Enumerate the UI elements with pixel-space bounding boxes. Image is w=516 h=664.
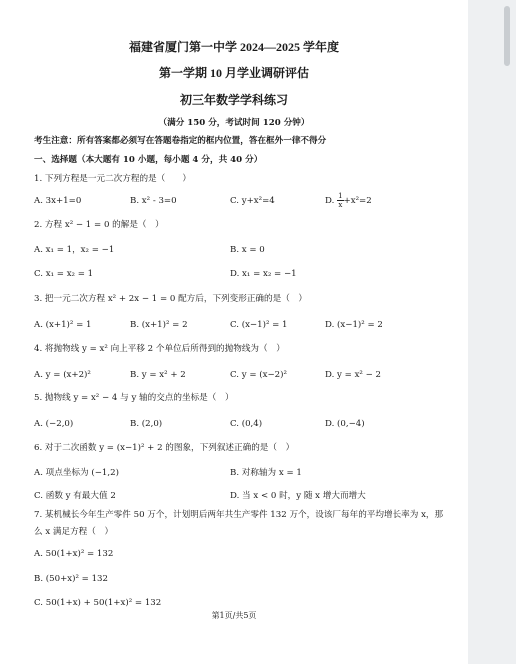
q6-option-b: B. 对称轴为 x = 1: [230, 468, 302, 478]
notice: 考生注意：所有答案都必须写在答题卷指定的框内位置，答在框外一律不得分: [34, 136, 327, 146]
q1-stem: 1. 下列方程是一元二次方程的是（ ）: [34, 174, 192, 184]
q4-option-b: B. y = x² + 2: [130, 370, 186, 380]
q4-option-c: C. y = (x−2)²: [230, 370, 287, 380]
q4-option-a: A. y = (x+2)²: [34, 370, 91, 380]
q1-option-a: A. 3x+1=0: [34, 196, 82, 206]
page-footer: 第1页/共5页: [211, 611, 257, 620]
title-line-2: 第一学期 10 月学业调研评估: [158, 66, 309, 80]
q2-option-d: D. x₁ = x₂ = −1: [230, 269, 297, 279]
q3-option-c: C. (x−1)² = 1: [230, 320, 288, 330]
q6-option-a: A. 项点坐标为 (−1,2): [34, 468, 119, 478]
q7-stem-line-1: 7. 某机械长今年生产零件 50 万个，计划明后两年共生产零件 132 万个，设该厂每年的平均增长率为 x，那: [34, 510, 444, 520]
q5-option-b: B. (2,0): [130, 419, 163, 429]
q1-fraction: $\frac{1}{x}$: [338, 192, 343, 209]
q5-option-a: A. (−2,0): [34, 419, 74, 429]
q7-option-a: A. 50(1+x)² = 132: [34, 549, 114, 559]
title-line-3: 初三年数学学科练习: [179, 93, 288, 107]
q7-stem-line-2: 么 x 满足方程（ ）: [34, 527, 114, 537]
q2-option-a: A. x₁ = 1，x₂ = −1: [34, 245, 115, 255]
q3-option-a: A. (x+1)² = 1: [34, 320, 92, 330]
q3-option-d: D. (x−1)² = 2: [325, 320, 383, 330]
q6-stem: 6. 对于二次函数 y = (x−1)² + 2 的图象，下列叙述正确的是（ ）: [34, 443, 295, 453]
q1-option-b: B. x² - 3=0: [130, 196, 177, 206]
q2-option-c: C. x₁ = x₂ = 1: [34, 269, 94, 279]
q5-option-c: C. (0,4): [230, 419, 263, 429]
q3-option-b: B. (x+1)² = 2: [130, 320, 188, 330]
q3-stem: 3. 把一元二次方程 x² + 2x − 1 = 0 配方后，下列变形正确的是（ ）: [34, 294, 307, 304]
scrollbar-thumb[interactable]: [504, 6, 510, 66]
q1-option-c: C. y+x²=4: [230, 196, 275, 206]
title-line-1: 福建省厦门第一中学 2024—2025 学年度: [128, 40, 339, 54]
q7-option-b: B. (50+x)² = 132: [34, 574, 108, 584]
q5-stem: 5. 抛物线 y = x² − 4 与 y 轴的交点的坐标是（ ）: [34, 393, 234, 403]
q4-option-d: D. y = x² − 2: [325, 370, 381, 380]
q7-option-c: C. 50(1+x) + 50(1+x)² = 132: [34, 598, 162, 608]
q4-stem: 4. 将抛物线 y = x² 向上平移 2 个单位后所得到的抛物线为（ ）: [34, 344, 285, 354]
q5-option-d: D. (0,−4): [325, 419, 365, 429]
q1-option-d: D. $\frac{1}{x}$ +x²=2: [325, 192, 372, 209]
subtitle: （满分 150 分，考试时间 120 分钟）: [158, 118, 310, 128]
q2-option-b: B. x = 0: [230, 245, 265, 255]
section-heading: 一、选择题（本大题有 10 小题，每小题 4 分，共 40 分）: [34, 155, 263, 165]
viewer-gutter: [468, 0, 516, 664]
q6-option-d: D. 当 x < 0 时，y 随 x 增大而增大: [230, 491, 366, 501]
q2-stem: 2. 方程 x² − 1 = 0 的解是（ ）: [34, 220, 164, 230]
q6-option-c: C. 函数 y 有最大值 2: [34, 491, 116, 501]
